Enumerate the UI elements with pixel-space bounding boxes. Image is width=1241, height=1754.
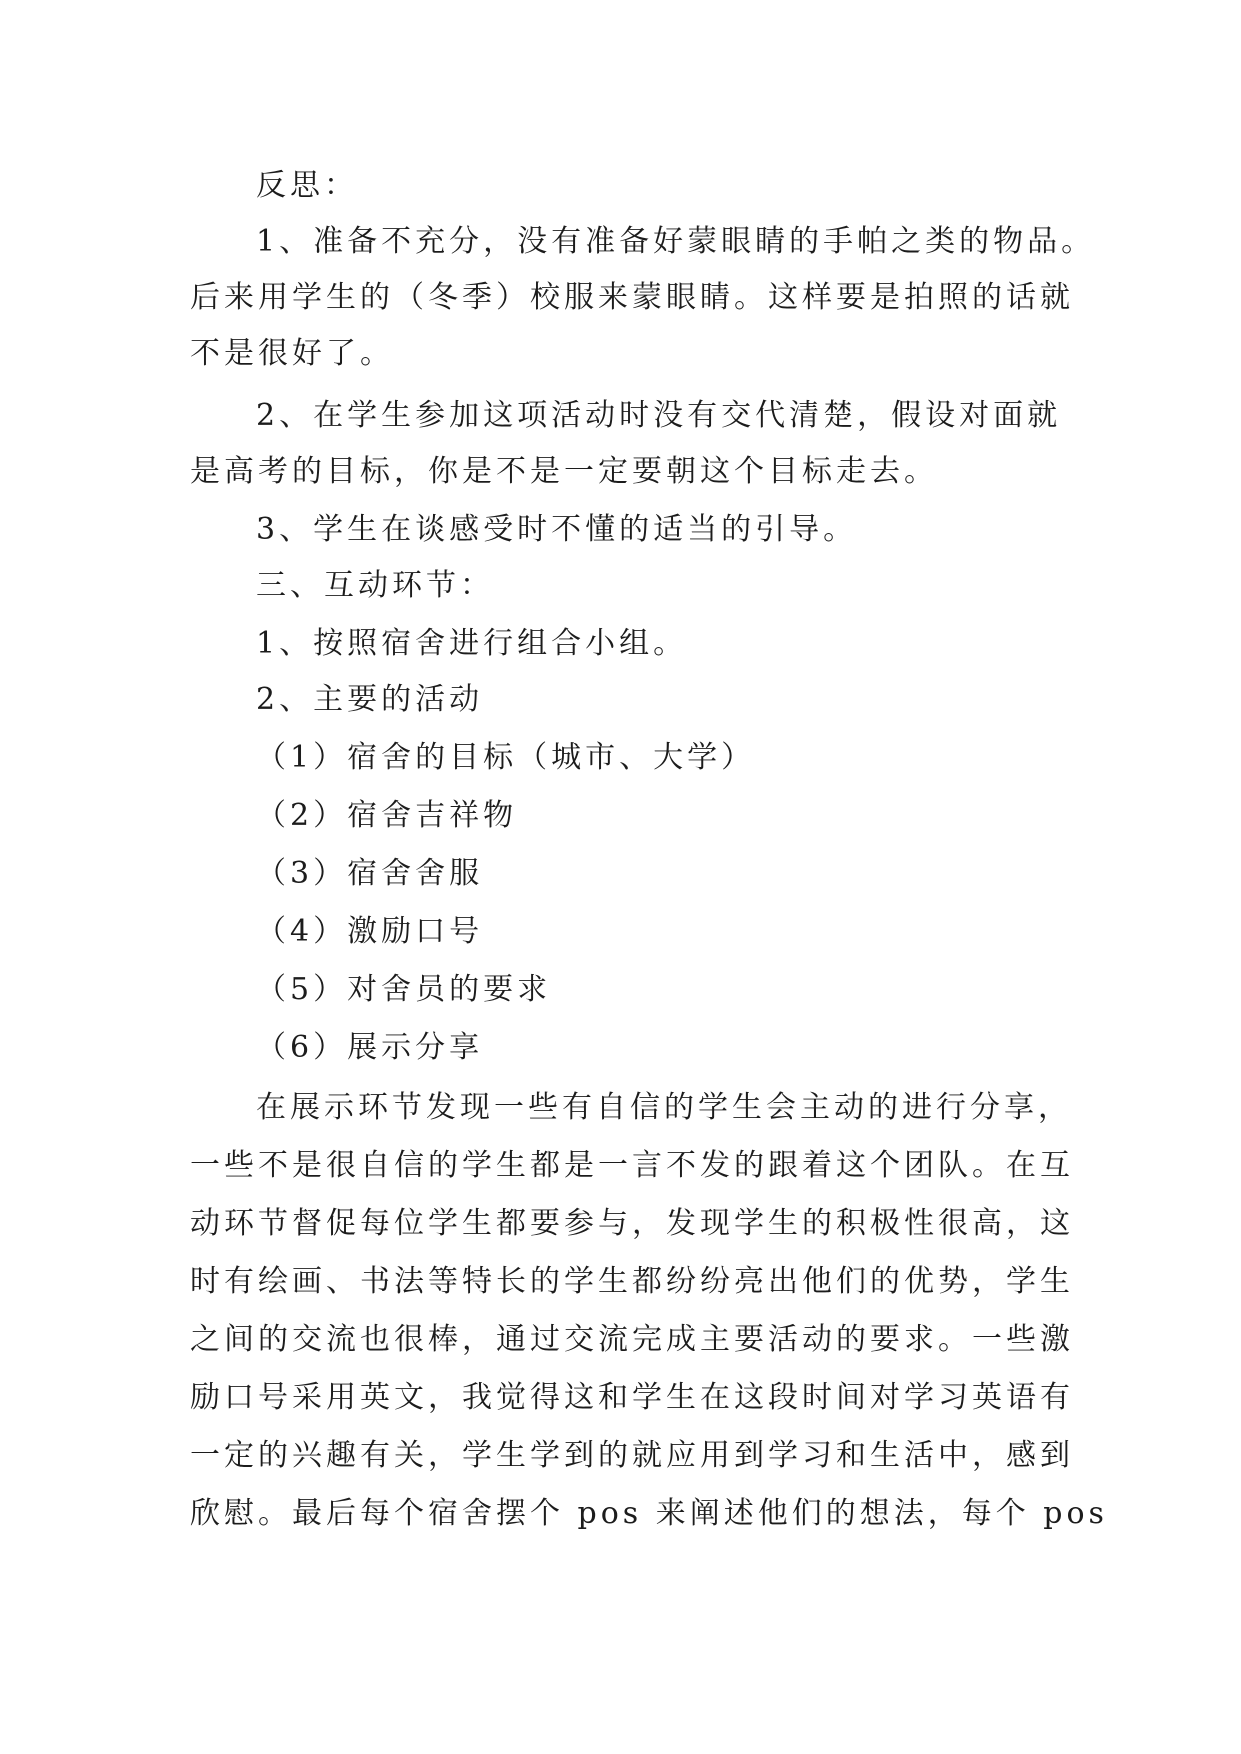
sub-list-item: （2）宿舍吉祥物 xyxy=(256,798,518,833)
sub-list-item: （1）宿舍的目标（城市、大学） xyxy=(256,740,756,775)
heading-reflection: 反思： xyxy=(256,168,358,203)
paragraph-line: 之间的交流也很棒，通过交流完成主要活动的要求。一些激 xyxy=(190,1322,1074,1357)
sub-list-item: （5）对舍员的要求 xyxy=(256,972,552,1007)
paragraph-line: 一些不是很自信的学生都是一言不发的跟着这个团队。在互 xyxy=(190,1148,1074,1183)
paragraph-line: 励口号采用英文，我觉得这和学生在这段时间对学习英语有 xyxy=(190,1380,1074,1415)
sub-list-item: （3）宿舍舍服 xyxy=(256,856,484,891)
paragraph-line: 时有绘画、书法等特长的学生都纷纷亮出他们的优势，学生 xyxy=(190,1264,1074,1299)
paragraph-line: 是高考的目标，你是不是一定要朝这个目标走去。 xyxy=(190,454,938,489)
list-item: 2、主要的活动 xyxy=(256,682,484,717)
paragraph-line: 1、准备不充分，没有准备好蒙眼睛的手帕之类的物品。 xyxy=(256,224,1096,259)
paragraph-line: 不是很好了。 xyxy=(190,336,394,371)
paragraph-line: 一定的兴趣有关，学生学到的就应用到学习和生活中，感到 xyxy=(190,1438,1074,1473)
sub-list-item: （6）展示分享 xyxy=(256,1030,484,1065)
sub-list-item: （4）激励口号 xyxy=(256,914,484,949)
paragraph-line: 2、在学生参加这项活动时没有交代清楚，假设对面就 xyxy=(256,398,1062,433)
paragraph-line: 动环节督促每位学生都要参与，发现学生的积极性很高，这 xyxy=(190,1206,1074,1241)
paragraph-line: 3、学生在谈感受时不懂的适当的引导。 xyxy=(256,512,858,547)
list-item: 1、按照宿舍进行组合小组。 xyxy=(256,626,688,661)
section-heading: 三、互动环节： xyxy=(256,568,494,603)
paragraph-line: 欣慰。最后每个宿舍摆个 pos 来阐述他们的想法，每个 pos xyxy=(190,1496,1108,1531)
paragraph-line: 后来用学生的（冬季）校服来蒙眼睛。这样要是拍照的话就 xyxy=(190,280,1074,315)
paragraph-line: 在展示环节发现一些有自信的学生会主动的进行分享， xyxy=(256,1090,1072,1125)
